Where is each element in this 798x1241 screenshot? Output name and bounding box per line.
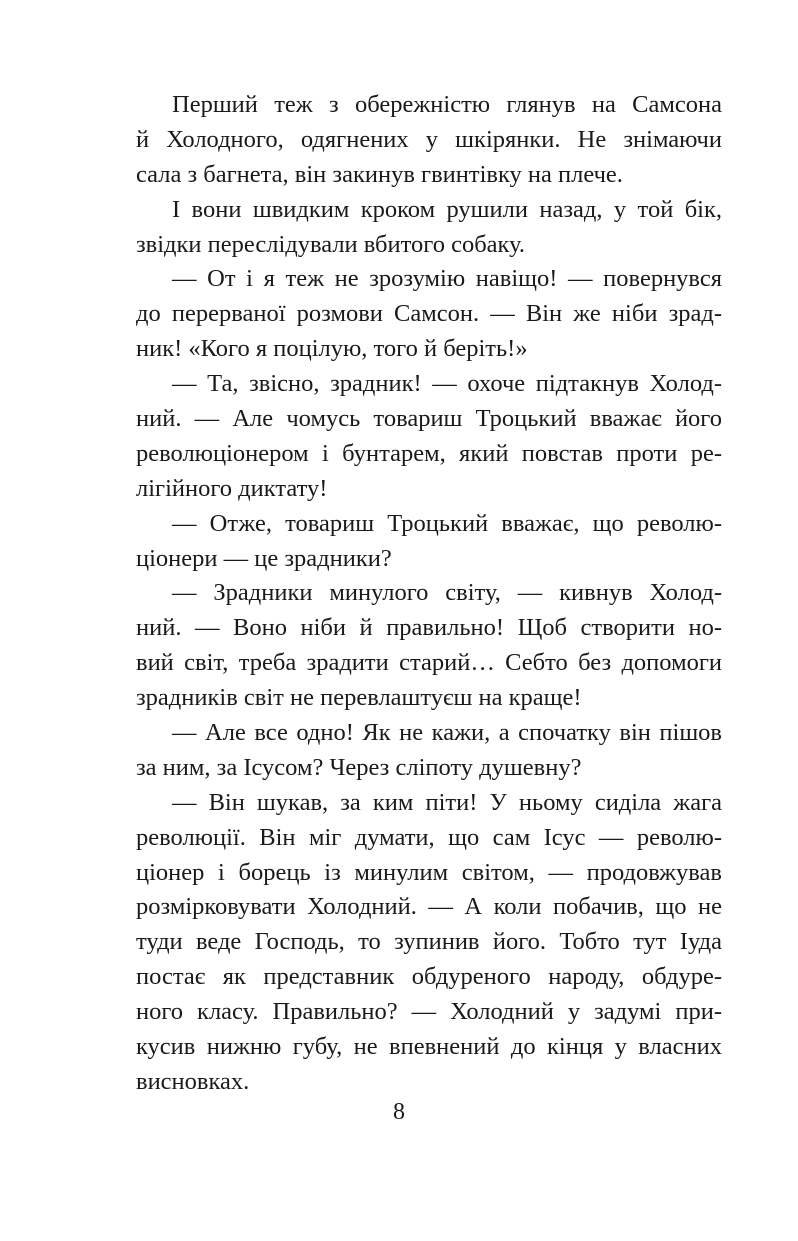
text-line: й Холодного, одягнених у шкірянки. Не знімаючи [136, 125, 722, 153]
paragraph [136, 716, 722, 786]
text-line: ний. — Але чомусь товариш Троцький вважає його [136, 405, 722, 433]
paragraph [136, 262, 722, 367]
text-line: за ним, за Ісусом? Через сліпоту душевну? [136, 753, 582, 781]
text-line: висновках. [136, 1067, 250, 1095]
text-line: — Він шукав, за ким піти! У ньому сиділа жага [172, 788, 722, 816]
paragraph [136, 576, 722, 716]
book-page-text [136, 88, 722, 1100]
paragraph [136, 193, 722, 263]
text-line: лігійного диктату! [136, 474, 328, 502]
text-line: постає як представник обдуреного народу, обдуре- [136, 963, 722, 991]
text-line: туди веде Господь, то зупинив його. Тобто тут Іуда [136, 928, 722, 956]
text-line: ник! «Кого я поцілую, того й беріть!» [136, 335, 528, 363]
text-line: революціонером і бунтарем, який повстав проти ре- [136, 439, 722, 467]
text-line: — Зрадники минулого світу, — кивнув Холод- [172, 579, 722, 607]
text-line: — Та, звісно, зрадник! — охоче підтакнув Холод- [172, 370, 722, 398]
paragraph [136, 786, 722, 1100]
text-line: зрадників світ не перевлаштуєш на краще! [136, 684, 582, 712]
text-line: — Отже, товариш Троцький вважає, що револю- [172, 509, 722, 537]
text-line: І вони швидким кроком рушили назад, у той бік, [172, 195, 722, 223]
page-number: 8 [393, 1099, 405, 1125]
text-line: ного класу. Правильно? — Холодний у задумі при- [136, 998, 722, 1026]
text-line: революції. Він міг думати, що сам Ісус — револю- [136, 823, 722, 851]
text-line: Перший теж з обережністю глянув на Самсона [172, 91, 722, 118]
text-line: ний. — Воно ніби й правильно! Щоб створити но- [136, 614, 722, 642]
text-line: звідки переслідували вбитого собаку. [136, 230, 526, 258]
text-line: кусив нижню губу, не впевнений до кінця у власних [136, 1033, 722, 1061]
paragraph [136, 507, 722, 577]
text-line: сала з багнета, він закинув гвинтівку на плече. [136, 160, 623, 188]
text-line: до перерваної розмови Самсон. — Він же ніби зрад- [136, 300, 722, 328]
text-line: розмірковувати Холодний. — А коли побачив, що не [136, 893, 722, 921]
text-line: ціонер і борець із минулим світом, — продовжував [136, 858, 722, 886]
text-line: вий світ, треба зрадити старий… Себто без допомоги [136, 649, 722, 677]
paragraph [136, 367, 722, 507]
text-line: ціонери — це зрадники? [136, 544, 392, 572]
text-line: — Але все одно! Як не кажи, а спочатку він пішов [172, 719, 722, 747]
paragraph [136, 88, 722, 193]
text-line: — От і я теж не зрозумію навіщо! — повернувся [172, 265, 722, 293]
